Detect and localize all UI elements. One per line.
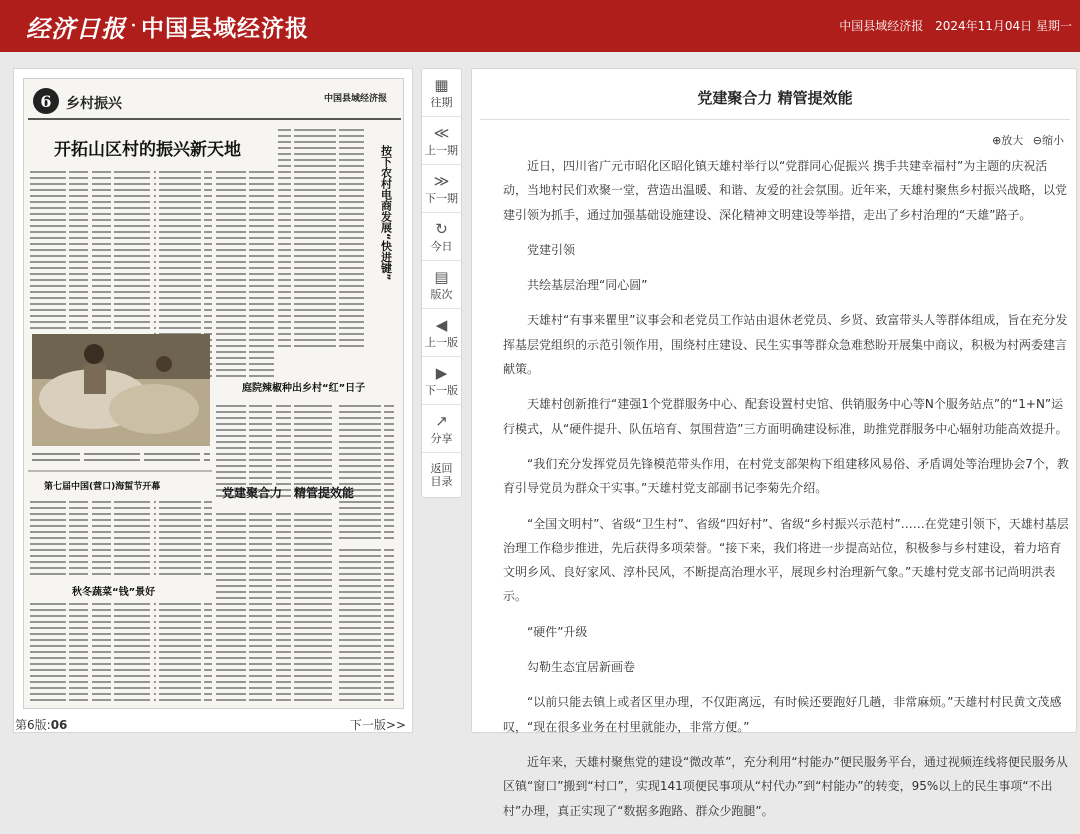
- page-bottom-headline-2: 秋冬蔬菜“钱”景好: [72, 587, 156, 598]
- article-subheading: 共绘基层治理“同心圆”: [527, 278, 648, 293]
- page-icon: ▤: [434, 268, 449, 286]
- double-left-icon: ≪: [433, 124, 450, 142]
- page-photo: [32, 334, 210, 446]
- page-main-headline: 开拓山区村的振兴新天地: [54, 140, 241, 160]
- nav-today[interactable]: [422, 213, 461, 261]
- text-block: [276, 513, 332, 703]
- article-paragraph: “我们充分发挥党员先锋模范带头作用，在村党支部架构下组建移风易俗、矛盾调处等治理协会7个，教育引导党员为群众干实事。”天雄村党支部副书记李菊先介绍。: [503, 456, 1069, 496]
- article-subheading: 勾勒生态宜居新画卷: [527, 660, 636, 675]
- text-block: [30, 603, 88, 703]
- text-block: [216, 513, 272, 703]
- text-block: [154, 497, 212, 577]
- article-paragraph: 近日，四川省广元市昭化区昭化镇天雄村举行以“党群同心促振兴 携手共建幸福村”为主题的庆祝活动，当地村民们欢聚一堂，营造出温暖、和谐、友爱的社会氛围。近年来，天雄村聚焦乡村振兴战略，以党建引领为抓手，通过加强基础设施建设、深化精神文明建设等举措，走出了乡村治理的“天雄”路子。: [503, 159, 1068, 222]
- text-block: [30, 497, 88, 577]
- circle-right-icon: ▶: [435, 364, 448, 382]
- header-paper-name: 中国县域经济报: [839, 19, 924, 33]
- nav-share[interactable]: [422, 405, 461, 453]
- logo-brand: 经济日报: [26, 13, 126, 43]
- text-block: [30, 169, 88, 329]
- site-logo[interactable]: [26, 9, 309, 43]
- text-block: [216, 169, 274, 379]
- article-panel: [471, 68, 1077, 818]
- zoom-in-button[interactable]: ⊕放大: [992, 134, 1024, 147]
- page-masthead: [28, 88, 401, 119]
- header-info: [831, 17, 1072, 34]
- logo-paper-name: 中国县域经济报: [141, 14, 309, 42]
- share-icon: ↗: [435, 412, 448, 430]
- nav-label-line2: 目录: [430, 475, 453, 488]
- header-date: 2024年11月04日 星期一: [935, 19, 1072, 33]
- nav-label: 下一期: [425, 192, 458, 205]
- nav-label: 版次: [430, 288, 453, 301]
- text-block: [92, 603, 150, 703]
- page-version: [15, 716, 67, 733]
- circle-left-icon: ◀: [435, 316, 448, 334]
- nav-label: 返回: [430, 462, 453, 475]
- nav-label: 上一期: [425, 144, 458, 157]
- side-navigation: [421, 68, 462, 498]
- nav-prev-issue[interactable]: [422, 117, 461, 165]
- article-subheading: 党建引领: [527, 242, 576, 257]
- nav-prev-page[interactable]: [422, 309, 461, 357]
- nav-label: 今日: [430, 240, 453, 253]
- nav-editions[interactable]: [422, 261, 461, 309]
- calendar-icon: ▦: [434, 76, 449, 94]
- page-bottom-center-headline: 党建聚合力 精管提效能: [222, 486, 355, 500]
- newspaper-page-image[interactable]: [23, 78, 404, 709]
- article-paragraph: 天雄村“有事来瞿里”议事会和老党员工作站由退休老党员、乡贤、致富带头人等群体组成，旨在充分发挥基层党组织的示范引领作用，围绕村庄建设、民生实事等群众急难愁盼开展集中商议，积极为村两委建言献策。: [503, 313, 1068, 377]
- newspaper-page-svg: [24, 79, 405, 710]
- page-bottom-headline-1: 第七届中国(营口)海蜇节开幕: [44, 482, 161, 492]
- double-right-icon: ≫: [433, 172, 450, 190]
- page-version-number: 06: [50, 718, 68, 732]
- text-block: [336, 401, 394, 541]
- page-vertical-headline: 按下农村电商发展“快进键”: [379, 145, 393, 281]
- article-subheading: “硬件”升级: [527, 624, 588, 639]
- zoom-out-button[interactable]: ⊖缩小: [1032, 134, 1064, 147]
- nav-label: 往期: [430, 96, 453, 109]
- nav-return-catalog[interactable]: [422, 453, 461, 497]
- article-paragraph: 天雄村创新推行“建强1个党群服务中心、配套设置村史馆、供销服务中心等N个服务站点”的“1+N”运行模式，从“硬件提升、队伍培育、氛围营造”三方面明确建设标准，助推党群服务中心辐射功能高效提升。: [503, 397, 1068, 436]
- article-body: [503, 154, 1069, 834]
- top-header: [0, 0, 1080, 52]
- page-footer: [14, 714, 414, 734]
- text-block: [278, 129, 364, 349]
- nav-label: 上一版: [425, 336, 458, 349]
- text-block: [92, 497, 150, 577]
- article-paragraph: “全国文明村”、省级“卫生村”、省级“四好村”、省级“乡村振兴示范村”……在党建引领下，天雄村基层治理工作稳步推进，先后获得多项荣誉。“接下来，我们将进一步提高站位，积极参与乡村建设，着力培育文明乡风、良好家风、淳朴民风，不断提高治理水平，展现乡村治理新气象。”天雄村党支部书记尚明洪表示。: [503, 516, 1069, 604]
- nav-next-issue[interactable]: [422, 165, 461, 213]
- page-number-badge: 6: [40, 92, 52, 111]
- page-masthead-name: 中国县域经济报: [324, 94, 388, 104]
- text-block: [92, 169, 150, 329]
- zoom-controls: [986, 132, 1064, 148]
- nav-label: 分享: [430, 432, 453, 445]
- page-version-label: 第6版:: [15, 718, 51, 732]
- page-thumbnail-panel: [13, 68, 413, 733]
- nav-past-issues[interactable]: [422, 69, 461, 117]
- article-paragraph: 近年来，天雄村聚焦党的建设“微改革”，充分利用“村能办”便民服务平台，通过视频连线将便民服务从区镇“窗口”搬到“村口”，实现141项便民事项从“村代办”到“村能办”的转变，95%以上的民生事项“不出村”办理，真正实现了“数据多跑路、群众少跑腿”。: [503, 754, 1068, 818]
- logo-separator: ·: [130, 13, 137, 39]
- nav-label: 下一版: [425, 384, 458, 397]
- title-divider: [480, 119, 1070, 120]
- page-section-name: 乡村振兴: [66, 96, 122, 112]
- refresh-icon: ↻: [435, 220, 448, 238]
- text-block: [336, 549, 394, 703]
- nav-next-page[interactable]: [422, 357, 461, 405]
- photo-caption: [32, 450, 210, 462]
- next-page-link[interactable]: 下一版>>: [349, 718, 406, 732]
- article-paragraph: “以前只能去镇上或者区里办理，不仅距离远，有时候还要跑好几趟，非常麻烦。”天雄村村民黄文茂感叹，“现在很多业务在村里就能办，非常方便。”: [503, 695, 1062, 734]
- page-secondary-headline: 庭院辣椒种出乡村“红”日子: [242, 383, 366, 394]
- text-block: [154, 603, 212, 703]
- article-title: 党建聚合力 精管提效能: [697, 89, 853, 107]
